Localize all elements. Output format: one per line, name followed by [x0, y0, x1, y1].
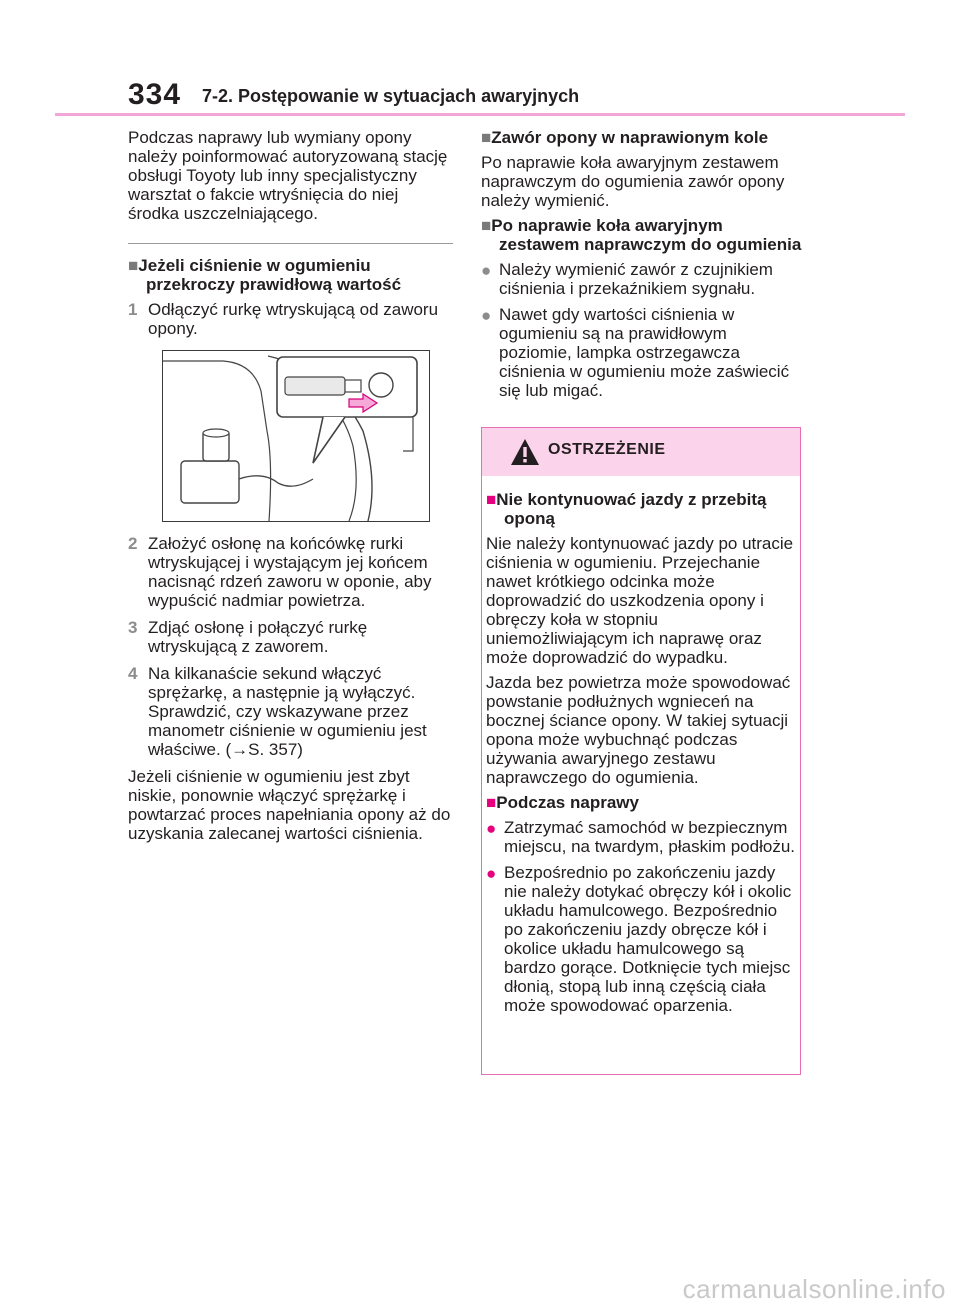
step-text: Odłączyć rurkę wtryskującą od zaworu opony.	[148, 300, 439, 338]
tire-repair-illustration	[162, 350, 430, 522]
warning-paragraph: Nie należy kontynuować jazdy po utracie ciśnienia w ogumieniu. Przejechanie nawet krótkiego odcinka może doprowadzić do uszkodzenia opony i obręczy koła w stopniu uniemożliwiającym ich naprawę oraz może doprowadzić do wypadku.	[486, 534, 794, 667]
subsection-heading	[481, 128, 803, 147]
warning-header	[482, 428, 800, 476]
square-bullet-icon: ■	[481, 128, 492, 147]
warning-heading	[486, 490, 796, 528]
list-item	[486, 863, 796, 1015]
round-bullet-icon: ●	[481, 306, 492, 325]
section-divider	[128, 243, 453, 244]
square-bullet-icon: ■	[486, 793, 497, 812]
list-item	[481, 260, 803, 298]
list-item	[481, 305, 803, 400]
square-bullet-icon: ■	[486, 490, 497, 509]
subsection-heading	[481, 216, 803, 254]
step-text: Na kilkanaście sekund włączyć sprężarkę, a następnie ją wyłączyć. Sprawdzić, czy wskazywane przez manometr ciśnienie w ogumieniu jest właściwe. (→S. 357)	[148, 664, 427, 759]
step-item	[128, 618, 453, 656]
step-number: 2	[128, 534, 138, 553]
watermark: carmanualsonline.info	[682, 1274, 946, 1304]
round-bullet-icon: ●	[486, 864, 497, 883]
subsection-heading	[128, 256, 453, 294]
intro-paragraph: Podczas naprawy lub wymiany opony należy poinformować autoryzowaną stację obsługi Toyoty lub inny specjalistyczny warsztat o fakcie wtryśnięcia do niej środka uszczelniającego.	[128, 128, 448, 223]
round-bullet-icon: ●	[481, 261, 492, 280]
warning-heading-text: Podczas naprawy	[496, 793, 639, 812]
warning-paragraph: Jazda bez powietrza może spowodować powstanie podłużnych wgnieceń na bocznej ściance opony. W takiej sytuacji opona może wybuchnąć podczas używania awaryjnego zestawu naprawczego do ogumienia.	[486, 673, 791, 787]
warning-body	[486, 478, 796, 1022]
warning-heading-text: Nie kontynuować jazdy z przebitą oponą	[496, 490, 767, 528]
page-number: 334	[128, 78, 182, 111]
square-bullet-icon: ■	[128, 256, 139, 275]
step-item	[128, 664, 453, 759]
header-divider	[55, 113, 905, 116]
step-number: 1	[128, 300, 138, 319]
warning-heading	[486, 793, 796, 812]
compressor-valve-drawing	[163, 351, 429, 521]
subsection-heading-text: Po naprawie koła awaryjnym zestawem naprawczym do ogumienia	[491, 216, 802, 254]
list-item-text: Zatrzymać samochód w bezpiecznym miejscu, na twardym, płaskim podłożu.	[504, 818, 796, 856]
page-header	[128, 78, 908, 118]
round-bullet-icon: ●	[486, 819, 497, 838]
warning-triangle-icon	[510, 438, 540, 466]
valve-paragraph: Po naprawie koła awaryjnym zestawem naprawczym do ogumienia zawór opony należy wymienić.	[481, 153, 785, 210]
left-column	[128, 128, 453, 843]
step-text: Założyć osłonę na końcówkę rurki wtryskującej i wystającym jej końcem nacisnąć rdzeń zaworu w oponie, aby wypuścić nadmiar powietrza.	[148, 534, 432, 610]
subsection-heading-text: Jeżeli ciśnienie w ogumieniu przekroczy prawidłową wartość	[138, 256, 402, 294]
list-item-text: Nawet gdy wartości ciśnienia w ogumieniu są na prawidłowym poziomie, lampka ostrzegawcza ciśnienia w ogumieniu może zaświecić się lub migać.	[499, 305, 790, 400]
closing-paragraph: Jeżeli ciśnienie w ogumieniu jest zbyt niskie, ponownie włączyć sprężarkę i powtarzać proces napełniania opony aż do uzyskania zalecanej wartości ciśnienia.	[128, 767, 451, 843]
square-bullet-icon: ■	[481, 216, 492, 235]
list-item-text: Należy wymienić zawór z czujnikiem ciśnienia i przekaźnikiem sygnału.	[499, 260, 773, 298]
warning-box	[481, 427, 801, 1075]
subsection-heading-text: Zawór opony w naprawionym kole	[491, 128, 769, 147]
step-number: 4	[128, 664, 138, 683]
step-text: Zdjąć osłonę i połączyć rurkę wtryskującą z zaworem.	[148, 618, 368, 656]
list-item-text: Bezpośrednio po zakończeniu jazdy nie należy dotykać obręczy kół i okolic układu hamulcowego. Bezpośrednio po zakończeniu jazdy obręcze kół i okolice układu hamulcowego są bardzo gorące. Dotknięcie tych miejsc dłonią, stopą lub inną częścią ciała może spowodować oparzenia.	[504, 863, 792, 1015]
warning-title: OSTRZEŻENIE	[548, 441, 666, 458]
section-title: 7-2. Postępowanie w sytuacjach awaryjnych	[202, 86, 580, 106]
step-item	[128, 300, 453, 338]
step-item	[128, 534, 453, 610]
right-column	[481, 128, 803, 407]
step-number: 3	[128, 618, 138, 637]
list-item	[486, 818, 796, 856]
